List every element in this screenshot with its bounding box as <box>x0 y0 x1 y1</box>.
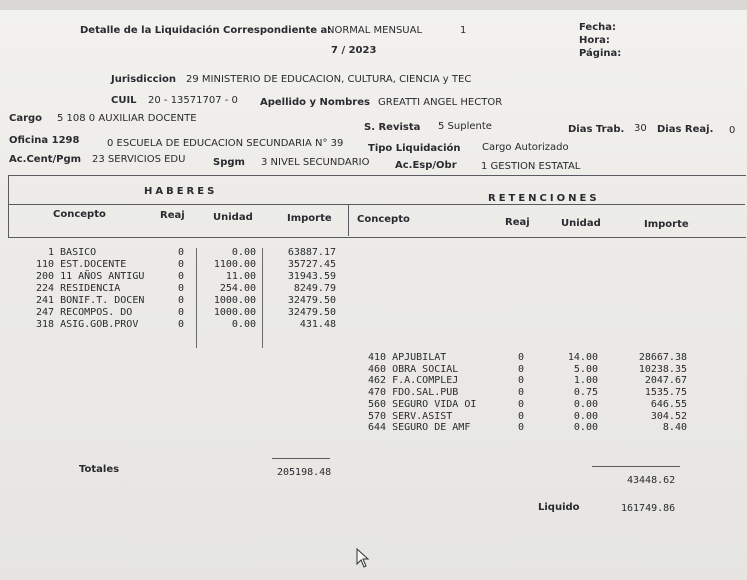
table-header-frame <box>8 175 746 238</box>
retenciones-unidad: 5.00 <box>573 363 598 375</box>
oficina-value: 0 ESCUELA DE EDUCACION SECUNDARIA N° 39 <box>107 138 344 149</box>
retenciones-header-importe: Importe <box>644 219 689 230</box>
liquidation-type: NORMAL MENSUAL <box>327 25 423 36</box>
retenciones-unidad: 0.00 <box>573 410 598 422</box>
time-label: Hora: <box>579 35 610 46</box>
retenciones-reaj: 0 <box>518 352 525 363</box>
retenciones-concepto: 560 SEGURO VIDA OI <box>368 398 477 410</box>
dias-reaj-value: 0 <box>729 125 736 136</box>
page-label: Página: <box>579 48 622 59</box>
retenciones-title: RETENCIONES <box>488 193 600 204</box>
accent-label: Ac.Cent/Pgm <box>9 154 82 165</box>
retenciones-total-rule <box>592 466 680 467</box>
retenciones-reaj: 0 <box>518 410 525 422</box>
retenciones-importe: 28667.38 <box>638 352 687 363</box>
apellido-value: GREATTI ANGEL HECTOR <box>378 97 503 108</box>
haberes-concepto: 241 BONIF.T. DOCEN <box>36 295 145 306</box>
retenciones-importe: 8.40 <box>662 422 687 434</box>
retenciones-importe: 10238.35 <box>638 363 687 375</box>
retenciones-reaj: 0 <box>518 422 525 434</box>
haberes-reaj: 0 <box>178 259 185 270</box>
retenciones-unidad: 0.00 <box>573 398 598 410</box>
accent-value: 23 SERVICIOS EDU <box>92 154 186 165</box>
dias-trab-value: 30 <box>634 123 647 134</box>
retenciones-total: 43448.62 <box>627 475 676 486</box>
acesp-value: 1 GESTION ESTATAL <box>481 161 581 172</box>
retenciones-concepto: 570 SERV.ASIST <box>368 410 453 422</box>
spgm-value: 3 NIVEL SECUNDARIO <box>261 157 370 168</box>
haberes-concepto: 1 BASICO <box>48 247 97 258</box>
liquidation-type-number: 1 <box>460 25 467 36</box>
haberes-unidad: 0.00 <box>231 319 256 330</box>
cuil-value: 20 - 13571707 - 0 <box>148 95 238 106</box>
retenciones-concepto: 460 OBRA SOCIAL <box>368 363 459 375</box>
haberes-reaj: 0 <box>178 283 185 294</box>
retenciones-importe: 646.55 <box>650 398 687 410</box>
dias-trab-label: Dias Trab. <box>568 124 625 135</box>
haberes-importe: 32479.50 <box>287 307 336 318</box>
haberes-importe: 63887.17 <box>287 247 336 258</box>
retenciones-unidad: 0.00 <box>573 422 598 434</box>
retenciones-header-concepto: Concepto <box>357 214 410 225</box>
haberes-reaj: 0 <box>178 247 185 258</box>
retenciones-reaj: 0 <box>518 363 525 375</box>
cargo-value: 5 108 0 AUXILIAR DOCENTE <box>57 113 197 124</box>
retenciones-reaj: 0 <box>518 398 525 410</box>
haberes-importe: 431.48 <box>299 319 336 330</box>
retenciones-reaj: 0 <box>518 387 525 399</box>
liquido-value: 161749.86 <box>621 503 676 514</box>
document-title: Detalle de la Liquidación Correspondiente a: <box>80 25 332 36</box>
totales-label: Totales <box>79 464 120 475</box>
spgm-label: Spgm <box>213 157 245 168</box>
haberes-header-concepto: Concepto <box>53 209 106 220</box>
mouse-pointer-icon <box>356 548 370 568</box>
haberes-unidad: 11.00 <box>225 271 256 282</box>
revista-value: 5 Suplente <box>438 121 492 132</box>
retenciones-unidad: 14.00 <box>567 352 598 363</box>
jurisdiccion-label: Jurisdiccion <box>111 74 177 85</box>
apellido-label: Apellido y Nombres <box>260 97 370 108</box>
haberes-column-rule <box>262 248 263 348</box>
screen-edge <box>0 0 747 10</box>
haberes-unidad: 254.00 <box>219 283 256 294</box>
haberes-title: HABERES <box>144 186 218 197</box>
haberes-header-importe: Importe <box>287 213 332 224</box>
tipo-liquidacion-value: Cargo Autorizado <box>482 142 569 153</box>
retenciones-importe: 1535.75 <box>644 387 687 399</box>
liquido-label: Liquido <box>538 502 580 513</box>
haberes-reaj: 0 <box>178 319 185 330</box>
haberes-total: 205198.48 <box>277 467 332 478</box>
haberes-reaj: 0 <box>178 307 185 318</box>
retenciones-unidad: 0.75 <box>573 387 598 399</box>
haberes-importe: 31943.59 <box>287 271 336 282</box>
section-divider <box>348 204 349 236</box>
retenciones-header-reaj: Reaj <box>505 217 530 228</box>
haberes-concepto: 110 EST.DOCENTE <box>36 259 127 270</box>
haberes-importe: 8249.79 <box>293 283 336 294</box>
retenciones-unidad: 1.00 <box>573 375 598 387</box>
retenciones-reaj: 0 <box>518 375 525 387</box>
retenciones-concepto: 462 F.A.COMPLEJ <box>368 375 459 387</box>
period: 7 / 2023 <box>331 45 377 56</box>
acesp-label: Ac.Esp/Obr <box>395 160 457 171</box>
haberes-header-unidad: Unidad <box>213 212 253 223</box>
retenciones-concepto: 470 FDO.SAL.PUB <box>368 387 459 399</box>
haberes-header-reaj: Reaj <box>160 210 185 221</box>
haberes-concepto: 318 ASIG.GOB.PROV <box>36 319 139 330</box>
haberes-concepto: 224 RESIDENCIA <box>36 283 121 294</box>
haberes-importe: 35727.45 <box>287 259 336 270</box>
date-label: Fecha: <box>579 22 617 33</box>
retenciones-importe: 2047.67 <box>644 375 687 387</box>
dias-reaj-label: Dias Reaj. <box>657 124 714 135</box>
retenciones-importe: 304.52 <box>650 410 687 422</box>
retenciones-header-unidad: Unidad <box>561 218 601 229</box>
haberes-importe: 32479.50 <box>287 295 336 306</box>
haberes-concepto: 200 11 AÑOS ANTIGU <box>36 271 145 282</box>
retenciones-concepto: 410 APJUBILAT <box>368 352 447 363</box>
haberes-reaj: 0 <box>178 295 185 306</box>
haberes-concepto: 247 RECOMPOS. DO <box>36 307 133 318</box>
retenciones-concepto: 644 SEGURO DE AMF <box>368 422 471 434</box>
oficina-label: Oficina 1298 <box>9 135 80 146</box>
jurisdiccion-value: 29 MINISTERIO DE EDUCACION, CULTURA, CIENCIA y TEC <box>186 74 472 85</box>
haberes-unidad: 0.00 <box>231 247 256 258</box>
haberes-total-rule <box>272 458 330 459</box>
cargo-label: Cargo <box>9 113 43 124</box>
haberes-unidad: 1000.00 <box>213 307 256 318</box>
header-divider <box>8 204 745 205</box>
tipo-liquidacion-label: Tipo Liquidación <box>368 143 461 154</box>
haberes-unidad: 1100.00 <box>213 259 256 270</box>
haberes-unidad: 1000.00 <box>213 295 256 306</box>
cuil-label: CUIL <box>111 95 137 106</box>
revista-label: S. Revista <box>364 122 421 133</box>
haberes-reaj: 0 <box>178 271 185 282</box>
